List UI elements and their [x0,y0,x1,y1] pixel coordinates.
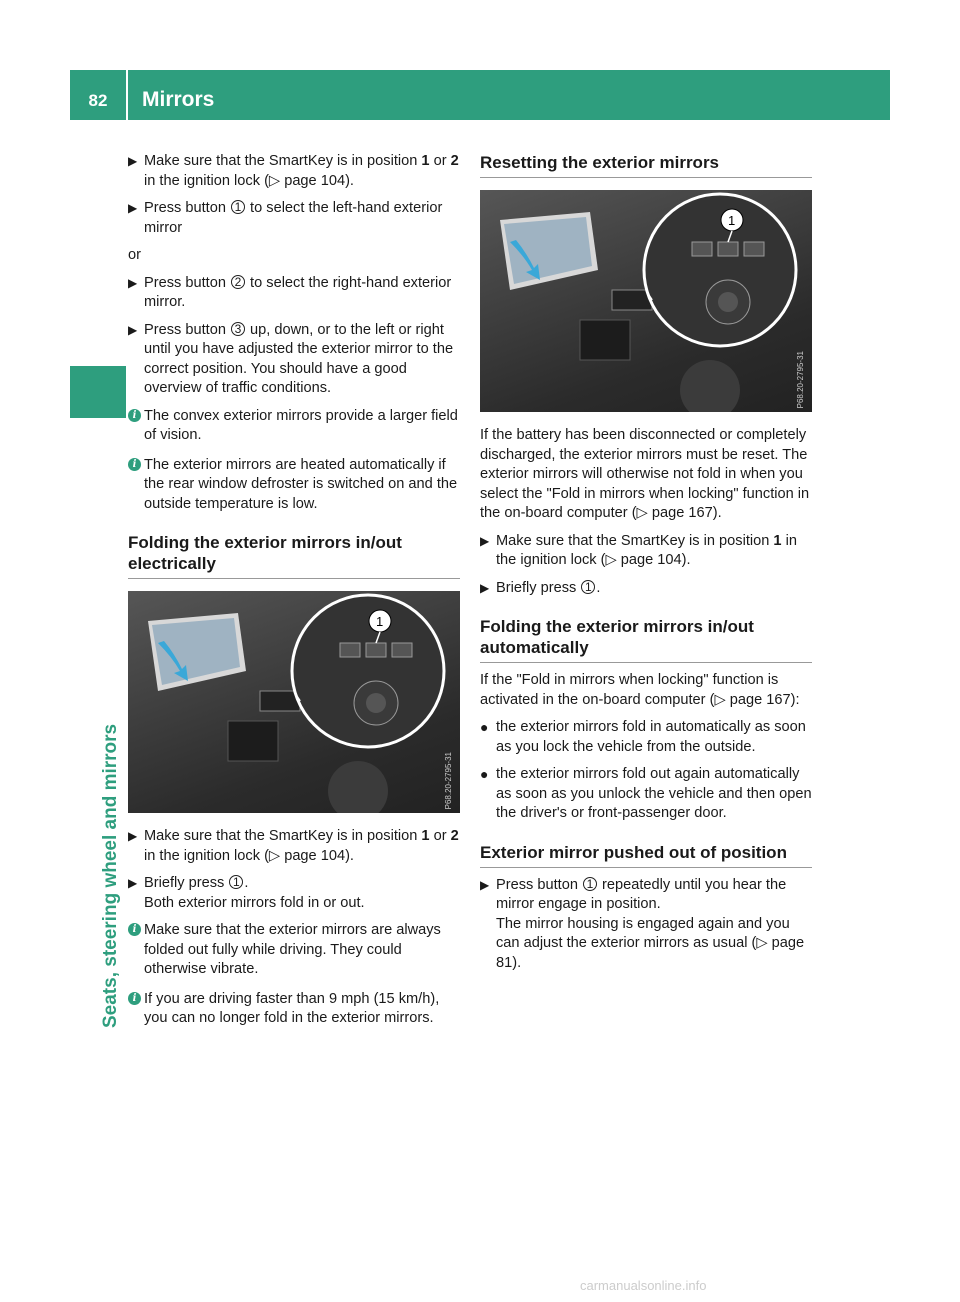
step-arrow-icon: ▶ [128,876,138,890]
step-arrow-icon: ▶ [128,154,138,168]
mirror-switch-illustration [480,190,812,412]
step: ▶ Make sure that the SmartKey is in position 1 or 2 in the ignition lock (▷ page 104). [128,153,459,189]
fold-button [366,643,386,657]
step-arrow-icon: ▶ [128,829,138,843]
page-number: 82 [88,91,108,110]
step: ▶ Press button 2 to select the right-hand exterior mirror. [128,274,452,310]
info-icon: i [128,409,141,422]
list-item: ● the exterior mirrors fold in automatically as soon as you lock the vehicle from the outside. [480,719,806,755]
switch-button [340,643,360,657]
svg-text:1: 1 [728,213,736,228]
bullet-icon: ● [480,766,489,782]
figure-code: P68.20-2795-31 [443,751,453,809]
paragraph: If the "Fold in mirrors when locking" function is activated in the on-board computer (▷ page 167): [480,672,800,708]
step: ▶ Make sure that the SmartKey is in position 1 or 2 in the ignition lock (▷ page 104). [128,828,459,864]
paragraph: If the battery has been disconnected or completely discharged, the exterior mirrors must be reset. The exterior mirrors will otherwise not fold in when you select the "Fold in mirrors when locking" function in the on-board computer (▷ page 167). [480,427,810,521]
info-icon: i [128,458,141,471]
mirror-switch-figure [128,591,460,813]
switch-button [692,242,712,256]
zoom-circle [644,194,796,346]
step-arrow-icon: ▶ [128,322,138,337]
step: ▶ Briefly press 1 . [480,579,812,599]
svg-text:1: 1 [376,614,384,629]
switch-button [392,643,412,657]
step-arrow-icon: ▶ [128,275,138,290]
right-column [480,152,812,981]
bullet-icon: ● [480,719,489,735]
section-heading: Folding the exterior mirrors in/out electrically [128,532,460,579]
sidebar-tab [70,366,126,418]
mirror-switch-illustration [128,591,460,813]
step-arrow-icon: ▶ [480,877,490,892]
info-note: i The exterior mirrors are heated automatically if the rear window defroster is switched on and the outside temperature is low. [128,456,460,515]
figure-code: P68.20-2795-31 [795,350,805,408]
info-note: i Make sure that the exterior mirrors are always folded out fully while driving. They could otherwise vibrate. [128,921,460,980]
step: ▶ Press button 3 up, down, or to the left or right until you have adjusted the exterior mirror to the correct position. You should have a good overview of traffic conditions. [128,321,454,396]
fold-button [718,242,738,256]
callout-number: 1 [229,875,243,889]
step: ▶ Make sure that the SmartKey is in position 1 in the ignition lock (▷ page 104). [480,532,797,568]
info-note: i The convex exterior mirrors provide a larger field of vision. [128,407,460,446]
zoom-circle [292,595,444,747]
step-arrow-icon: ▶ [480,533,490,548]
callout-number: 1 [231,200,245,214]
step-arrow-icon: ▶ [128,201,138,215]
callout-number: 2 [231,275,245,289]
window-switches [228,721,278,761]
callout-number: 1 [581,580,595,594]
header-divider [126,70,128,120]
callout-number: 1 [583,877,597,891]
step: ▶ Press button 1 repeatedly until you hear the mirror engage in position. The mirror housing is engaged again and you can adjust the exterior mirrors as usual (▷ page 81). [480,876,805,971]
step-arrow-icon: ▶ [480,580,490,595]
section-heading: Resetting the exterior mirrors [480,152,812,178]
sidebar-label: Seats, steering wheel and mirrors [100,723,121,1028]
callout-number: 3 [231,322,245,336]
info-icon: i [128,992,141,1005]
step: ▶ Briefly press 1 . Both exterior mirrors fold in or out. [128,875,365,911]
step: ▶ Press button 1 to select the left-hand exterior mirror [128,200,443,236]
section-heading: Exterior mirror pushed out of position [480,842,812,868]
info-icon: i [128,923,141,936]
section-heading: Folding the exterior mirrors in/out automatically [480,616,812,663]
info-note: i If you are driving faster than 9 mph (15 km/h), you can no longer fold in the exterior mirrors. [128,990,460,1029]
or-text: or [128,247,141,263]
window-switches [580,320,630,360]
steering-wheel [680,360,740,412]
page-title: Mirrors [142,88,215,111]
mirror-switch-figure [480,190,812,412]
left-column [128,152,460,1039]
list-item: ● the exterior mirrors fold out again automatically as soon as you unlock the vehicle and then open the driver's or front-passenger door. [480,766,812,821]
steering-wheel [328,761,388,813]
switch-button [744,242,764,256]
watermark: carmanualsonline.info [580,1278,707,1293]
